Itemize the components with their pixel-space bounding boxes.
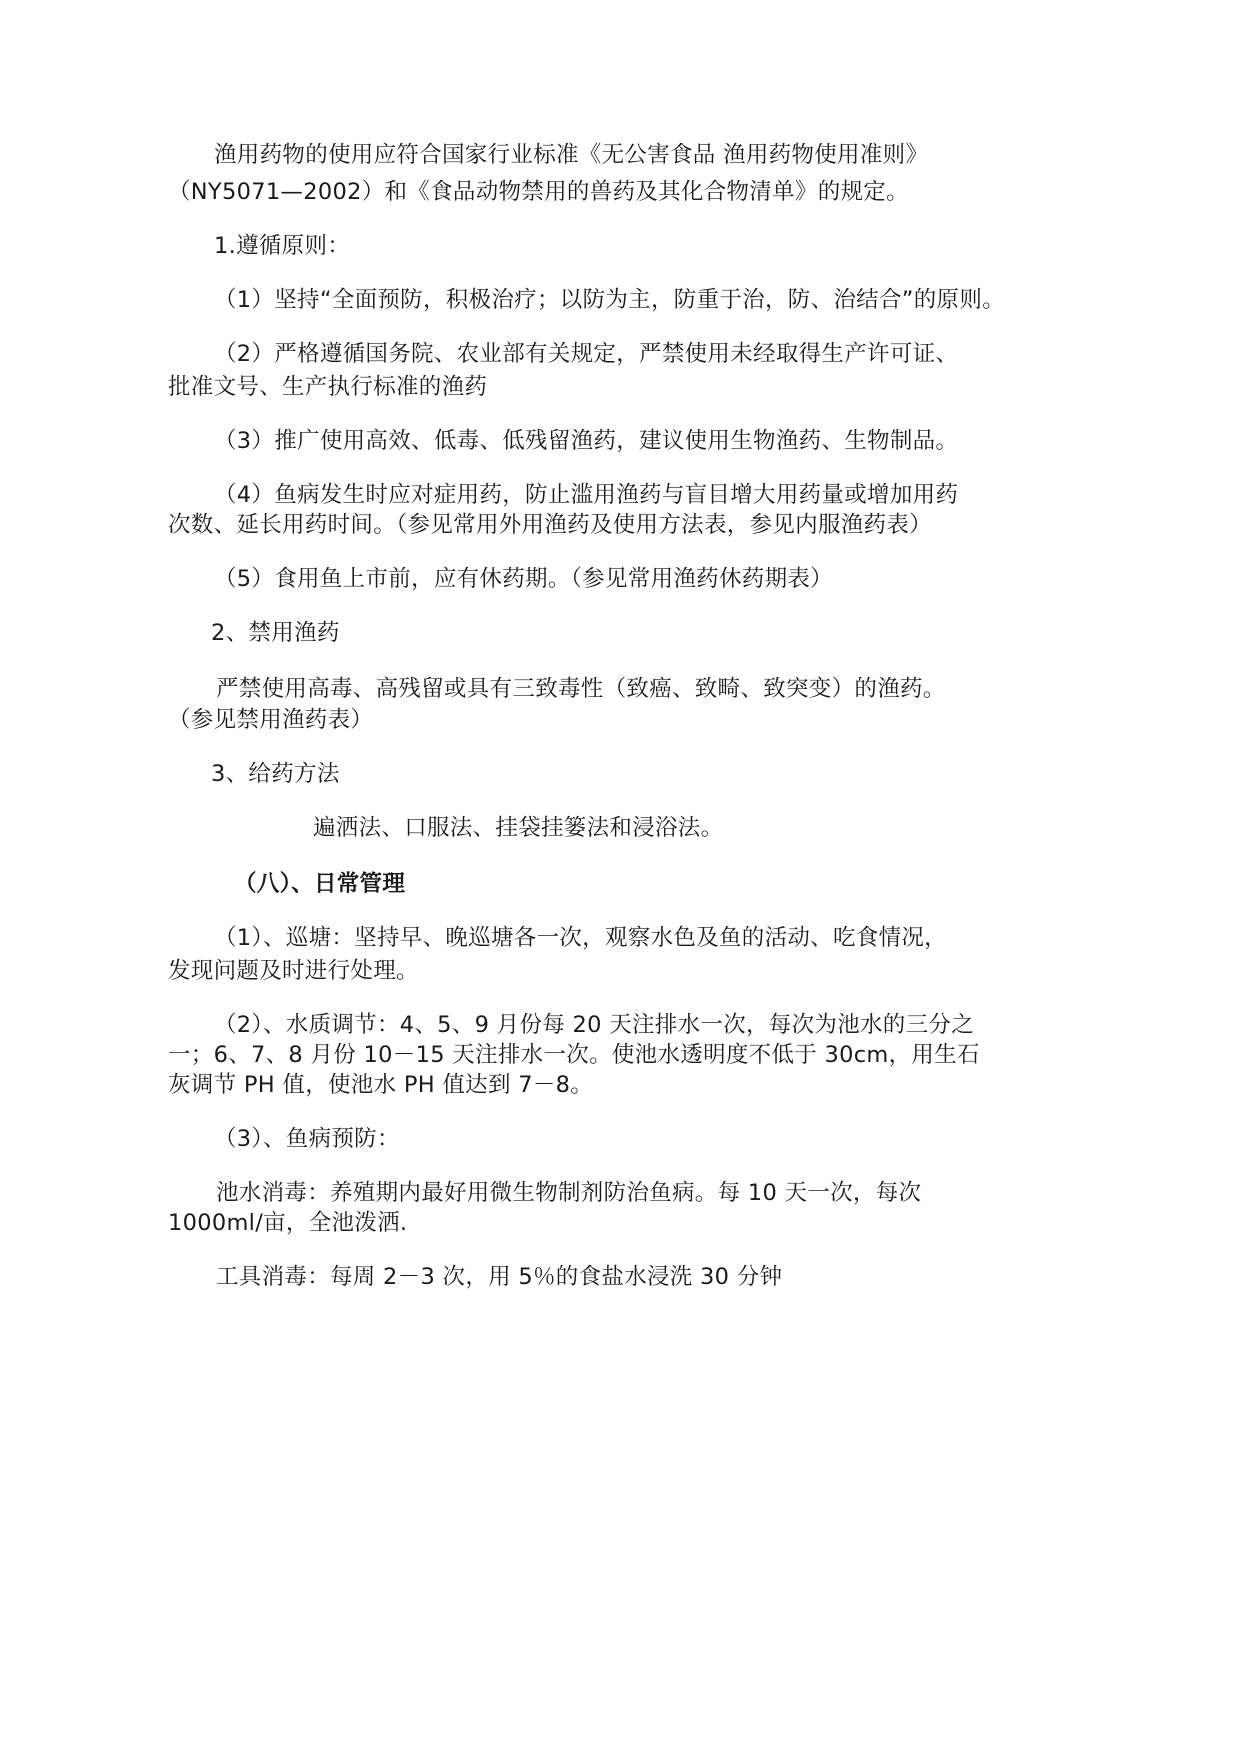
section1-item4-line1: （4）鱼病发生时应对症用药，防止滥用渔药与盲目增大用药量或增加用药 [214,482,959,508]
section1-item5: （5）食用鱼上市前，应有休药期。（参见常用渔药休药期表） [214,566,833,592]
section8-item2-line3: 灰调节 PH 值，使池水 PH 值达到 7－8。 [168,1072,594,1098]
section8-item3: （3）、鱼病预防： [214,1126,400,1152]
section1-item4-line2: 次数、延长用药时间。（参见常用外用渔药及使用方法表，参见内服渔药表） [168,512,932,538]
section1-item3: （3）推广使用高效、低毒、低残留渔药，建议使用生物渔药、生物制品。 [214,428,959,454]
water-disinfection-line2: 1000ml/亩，全池泼洒. [168,1210,408,1236]
section8-item1-line2: 发现问题及时进行处理。 [168,958,419,984]
section2-body-line1: 严禁使用高毒、高残留或具有三致毒性（致癌、致畸、致突变）的渔药。 [216,676,946,702]
section1-item1: （1）坚持“全面预防，积极治疗；以防为主，防重于治，防、治结合”的原则。 [214,287,1005,313]
section8-item2-line1: （2）、水质调节：4、5、9 月份每 20 天注排水一次，每次为池水的三分之 [214,1012,974,1038]
intro-line-2: （NY5071—2002）和《食品动物禁用的兽药及其化合物清单》的规定。 [168,179,909,205]
section1-heading: 1.遵循原则： [214,233,351,259]
section3-body: 遍洒法、口服法、挂袋挂篓法和浸浴法。 [313,815,724,841]
section2-body-line2: （参见禁用渔药表） [168,707,374,733]
section8-heading: （八）、日常管理 [234,871,406,897]
section1-item2-line1: （2）严格遵循国务院、农业部有关规定，严禁使用未经取得生产许可证、 [214,341,959,367]
section2-heading: 2、禁用渔药 [211,620,340,646]
section1-item2-line2: 批准文号、生产执行标准的渔药 [168,374,488,400]
section8-item2-line2: 一；6、7、8 月份 10－15 天注排水一次。使池水透明度不低于 30cm，用生石 [168,1042,980,1068]
water-disinfection-line1: 池水消毒：养殖期内最好用微生物制剂防治鱼病。每 10 天一次，每次 [216,1180,922,1206]
tool-disinfection: 工具消毒：每周 2－3 次，用 5％的食盐水浸洗 30 分钟 [216,1264,783,1290]
section8-item1-line1: （1）、巡塘：坚持早、晚巡塘各一次，观察水色及鱼的活动、吃食情况， [214,925,947,951]
intro-line-1: 渔用药物的使用应符合国家行业标准《无公害食品 渔用药物使用准则》 [214,142,929,168]
section3-heading: 3、给药方法 [211,761,340,787]
